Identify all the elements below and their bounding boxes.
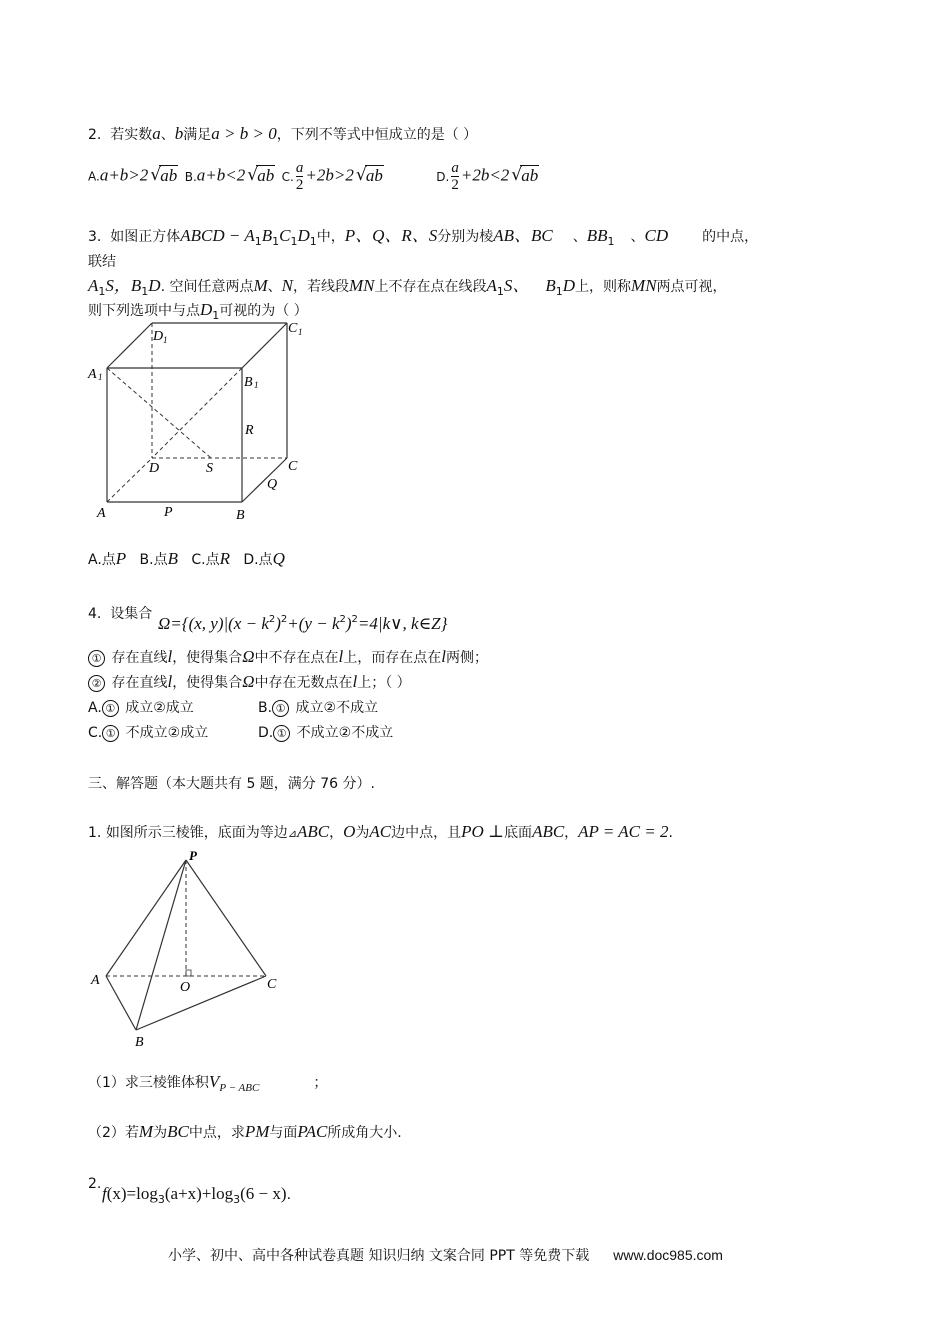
superscript: 2	[280, 614, 288, 625]
label-b: B	[236, 508, 245, 523]
radicand: ab	[365, 165, 383, 185]
math: l	[441, 647, 446, 666]
label-c: C	[288, 459, 298, 474]
text: 设集合	[110, 606, 153, 622]
q4-options-row-2	[88, 723, 208, 743]
math: M	[138, 1122, 154, 1141]
subscript: 1	[607, 235, 615, 248]
text: 上；（ ）	[357, 675, 411, 691]
math: +(y − k	[287, 614, 340, 633]
subscript: 1	[212, 309, 220, 322]
p1-subquestion-2	[88, 1122, 402, 1143]
math: A	[88, 276, 99, 295]
q2-option-c-label: C.	[281, 169, 294, 184]
label-d1: D	[153, 329, 164, 344]
subscript: 1	[98, 285, 106, 298]
text: 、	[630, 229, 645, 245]
footer	[168, 1245, 723, 1265]
text: 的中点，	[702, 229, 759, 245]
q3-number: 3.	[88, 229, 102, 245]
math: l	[167, 672, 173, 691]
math: D	[148, 276, 161, 295]
p1-stem	[88, 822, 673, 844]
text: 两点可视，	[656, 279, 727, 295]
math: (x)=log	[106, 1184, 158, 1203]
math: D	[297, 226, 310, 245]
q4-options-row-1	[88, 698, 194, 718]
label-d: D	[149, 461, 160, 476]
superscript: 2	[268, 614, 276, 625]
text: ，若线段	[292, 279, 349, 295]
q2-option-d-root	[509, 166, 539, 187]
label-c1-sub: 1	[298, 327, 303, 337]
label-a: A	[91, 973, 100, 988]
label-s: S	[206, 461, 213, 476]
radicand: ab	[521, 165, 539, 185]
text: .	[668, 825, 673, 841]
text: 所成角大小.	[327, 1125, 402, 1141]
math: ABC	[532, 822, 565, 841]
q2-condition: a > b > 0	[211, 124, 277, 143]
text: 底面	[504, 825, 533, 841]
subscript: 3	[157, 1193, 165, 1206]
math: B	[545, 276, 556, 295]
text: 如图正方体	[110, 229, 181, 245]
math: AP = AC = 2	[578, 822, 669, 841]
math: Ω	[242, 672, 255, 691]
math: =4|k∨, k∈Z}	[357, 614, 448, 633]
math: (6 − x)	[240, 1184, 287, 1203]
math: )	[275, 614, 281, 633]
q2-text-1: 若实数	[110, 127, 153, 143]
text: 如图所示三棱锥，底面为等边	[105, 825, 288, 841]
math: B	[167, 549, 178, 568]
subscript: 1	[290, 235, 298, 248]
q2-option-c-fraction	[296, 160, 304, 193]
math: AB、BC	[493, 226, 553, 245]
math: O	[343, 822, 356, 841]
math: f	[102, 1184, 107, 1203]
math: PAC	[297, 1122, 328, 1141]
q2-option-b-label: B.	[184, 169, 197, 184]
math: ABCD − A	[180, 226, 255, 245]
text: 分别为棱	[437, 229, 494, 245]
text: 上不存在点在线段	[374, 279, 487, 295]
q2-option-d-fraction	[451, 160, 459, 193]
text: 存在直线	[111, 650, 168, 666]
q4-option-a: A.	[88, 700, 102, 716]
q2-text-2: 满足	[183, 127, 212, 143]
math: N	[281, 276, 293, 295]
q2-var-b: b	[174, 124, 184, 143]
footer-text: 小学、初中、高中各种试卷真题 知识归纳 文案合同 PPT 等免费下载	[168, 1248, 590, 1264]
math: PM	[244, 1122, 270, 1141]
q3-line-2	[88, 252, 116, 272]
math: BC	[167, 1122, 189, 1141]
denominator: 2	[295, 177, 304, 193]
q4-option-d: D.	[258, 725, 274, 741]
q3-option-d: D.点	[243, 552, 273, 568]
p1-subquestion-1	[88, 1072, 327, 1094]
text: 可视的为（ ）	[219, 303, 308, 319]
q2-var-a: a	[152, 124, 161, 143]
label-b1-sub: 1	[254, 380, 259, 390]
math: CD	[644, 226, 669, 245]
math: R	[219, 549, 230, 568]
math: D	[562, 276, 576, 295]
math: Ω	[242, 647, 255, 666]
circled-number: ①	[102, 700, 119, 717]
text: ，使得集合	[172, 650, 243, 666]
math: )	[345, 614, 352, 633]
text: ；	[313, 1075, 328, 1091]
q2-option-c-root	[354, 166, 384, 187]
math: MN	[348, 276, 375, 295]
q2-option-b-expr: a+b<2	[196, 165, 246, 185]
q2-sep: 、	[160, 127, 175, 143]
q4-option-b-row	[258, 698, 378, 718]
subscript: 1	[309, 235, 317, 248]
math: P	[115, 549, 127, 568]
q4-stem	[88, 604, 152, 624]
q3-line-3	[88, 276, 727, 298]
label-r: R	[245, 423, 254, 438]
numerator: a	[451, 160, 459, 176]
math: C	[279, 226, 291, 245]
footer-url[interactable]: www.doc985.com	[613, 1247, 723, 1263]
text: 不成立②成立	[121, 725, 209, 741]
text: 中存在无数点在	[254, 675, 353, 691]
circled-number: ①	[88, 650, 105, 667]
text: 不成立②不成立	[292, 725, 394, 741]
label-a: A	[97, 506, 106, 521]
math: B	[261, 226, 273, 245]
q2-option-a-root	[148, 166, 178, 187]
label-p: P	[164, 505, 173, 520]
text: （2）若	[88, 1125, 139, 1141]
superscript: 2	[351, 614, 358, 625]
math: BB	[586, 226, 608, 245]
math: MN	[631, 276, 657, 295]
q2-option-a-expr: a+b>2	[99, 165, 149, 185]
circled-number: ①	[102, 725, 119, 742]
q3-line-1	[88, 226, 758, 248]
text: 中不存在点在	[254, 650, 339, 666]
cube-figure	[85, 318, 310, 528]
q3-option-c: C.点	[191, 552, 220, 568]
math: ABC	[297, 822, 330, 841]
math: l	[167, 647, 173, 666]
label-a1-sub: 1	[98, 372, 103, 382]
label-c: C	[267, 977, 277, 992]
q4-statement-2	[88, 672, 411, 693]
label-c1: C	[288, 321, 298, 336]
text: 、	[267, 279, 282, 295]
subscript: P − ABC	[219, 1082, 260, 1094]
q4-option-c: C.	[88, 725, 103, 741]
q3-option-a: A.点	[88, 552, 116, 568]
p2-function	[102, 1184, 291, 1206]
text: 则下列选项中与点	[88, 303, 200, 319]
circled-number: ②	[88, 675, 105, 692]
denominator: 2	[451, 177, 459, 193]
text: 成立②成立	[120, 700, 194, 716]
text: 上，则称	[575, 279, 632, 295]
p1-number: 1.	[88, 825, 102, 841]
q2-option-d-expr: +2b<2	[460, 165, 510, 185]
text: 为	[153, 1125, 168, 1141]
q3-options	[88, 549, 285, 570]
subscript: 3	[233, 1193, 241, 1206]
text: 中点，求	[188, 1125, 245, 1141]
text: 边中点，且	[391, 825, 462, 841]
text: 为	[355, 825, 370, 841]
p2-number: 2.	[88, 1176, 102, 1192]
q2-number: 2.	[88, 127, 102, 143]
q4-statement-1	[88, 647, 488, 668]
text: ，	[564, 825, 579, 841]
q2-option-d-label: D.	[436, 169, 450, 184]
q4-option-b: B.	[258, 700, 273, 716]
text: 、	[572, 229, 587, 245]
q4-set-definition	[158, 614, 447, 637]
math: Q	[272, 549, 285, 568]
math: V	[208, 1072, 220, 1091]
q2-options	[88, 160, 539, 193]
text: 上，而存在点在	[343, 650, 442, 666]
label-q: Q	[267, 477, 278, 492]
pyramid-figure	[88, 848, 288, 1053]
q2-text-3: ，下列不等式中恒成立的是（ ）	[276, 127, 478, 143]
triangle-symbol: ⊿	[287, 827, 298, 840]
text: 联结	[88, 254, 116, 270]
text: 成立②不成立	[291, 700, 379, 716]
math: PO ⊥	[461, 822, 505, 841]
math: B	[130, 276, 142, 295]
circled-number: ①	[273, 725, 290, 742]
text: 与面	[269, 1125, 298, 1141]
math: l	[352, 672, 358, 691]
section-heading: 三、解答题（本大题共有 5 题，满分 76 分）.	[88, 776, 375, 792]
superscript: 2	[339, 614, 346, 625]
text: 两侧；	[445, 650, 488, 666]
label-b: B	[135, 1035, 144, 1050]
q4-number: 4.	[88, 606, 102, 622]
math: A	[486, 276, 497, 295]
math: S，	[105, 276, 131, 295]
text: ，使得集合	[172, 675, 243, 691]
text: 存在直线	[111, 675, 168, 691]
label-a1: A	[88, 367, 97, 382]
q2-option-c-expr: +2b>2	[305, 165, 354, 185]
math: P、Q、R、S	[344, 226, 438, 245]
text: 中，	[316, 229, 345, 245]
numerator: a	[295, 160, 304, 176]
text: .	[286, 1187, 292, 1203]
math: M	[253, 276, 268, 295]
math: D	[200, 300, 213, 319]
label-o: O	[180, 980, 191, 995]
q4-option-d-row	[258, 723, 393, 743]
math: Ω={(x, y)|(x − k	[158, 614, 269, 633]
subscript: 1	[141, 285, 149, 298]
subscript: 1	[555, 285, 563, 298]
text: （1）求三棱锥体积	[88, 1075, 209, 1091]
circled-number: ①	[272, 700, 289, 717]
q2-stem	[88, 124, 477, 145]
text: . 空间任意两点	[160, 279, 254, 295]
radicand: ab	[257, 165, 275, 185]
label-p: P	[189, 848, 197, 863]
q2-option-a-label: A.	[88, 169, 100, 184]
math: AC	[369, 822, 392, 841]
text: ，	[329, 825, 344, 841]
q3-option-b: B.点	[139, 552, 168, 568]
radicand: ab	[160, 165, 178, 185]
subscript: 1	[496, 285, 504, 298]
q2-option-b-root	[245, 166, 275, 187]
math: l	[338, 647, 344, 666]
math: S、	[503, 276, 530, 295]
math: (a+x)+log	[164, 1184, 234, 1203]
subscript: 1	[272, 235, 280, 248]
label-d1-sub: 1	[163, 335, 168, 345]
label-b1: B	[244, 375, 253, 390]
subscript: 1	[254, 235, 262, 248]
